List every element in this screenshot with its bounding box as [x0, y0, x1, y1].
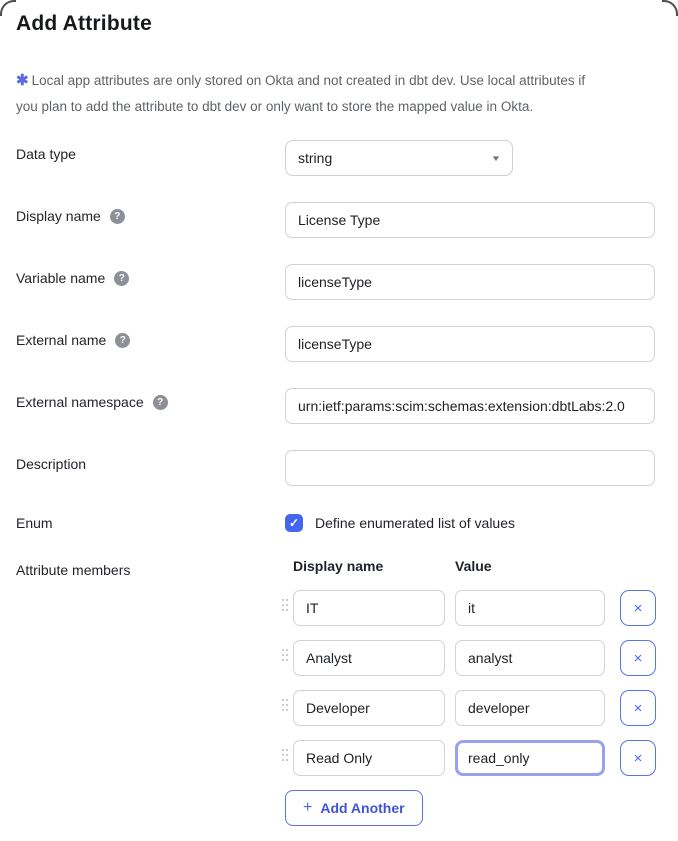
display-name-input[interactable] [285, 202, 655, 238]
plus-icon: + [303, 799, 313, 816]
display-name-label: Display name [16, 208, 101, 224]
member-display-input[interactable] [293, 590, 445, 626]
member-row [16, 640, 662, 676]
drag-handle-icon[interactable] [282, 749, 288, 761]
variable-name-input[interactable] [285, 264, 655, 300]
member-value-input[interactable] [455, 690, 605, 726]
local-attribute-note [16, 68, 656, 120]
member-row [16, 590, 662, 626]
page-title: Add Attribute [16, 12, 152, 35]
modal-corner-decoration [662, 0, 678, 16]
member-display-input[interactable] [293, 640, 445, 676]
attribute-members-label: Attribute members [16, 562, 131, 578]
description-label: Description [16, 456, 87, 472]
description-input[interactable] [285, 450, 655, 486]
chevron-down-icon: ▼ [490, 153, 502, 163]
note-line-2: you plan to add the attribute to dbt dev or only want to store the mapped value in Okta. [16, 99, 534, 114]
member-display-input[interactable] [293, 690, 445, 726]
drag-handle-icon[interactable] [282, 599, 288, 611]
modal-corner-decoration [0, 0, 16, 16]
column-header-display-name: Display name [293, 558, 384, 574]
member-value-input[interactable] [455, 590, 605, 626]
enum-label: Enum [16, 515, 53, 531]
member-value-input-focused[interactable] [455, 740, 605, 776]
remove-member-button[interactable]: × [620, 690, 656, 726]
data-type-label: Data type [16, 146, 76, 162]
note-line-1: Local app attributes are only stored on Okta and not created in dbt dev. Use local attributes if [31, 73, 586, 88]
help-icon[interactable]: ? [114, 271, 129, 286]
add-another-button[interactable] [285, 790, 423, 826]
help-icon[interactable]: ? [153, 395, 168, 410]
member-display-input[interactable] [293, 740, 445, 776]
data-type-selected-value: string [298, 150, 333, 166]
asterisk-icon: ✱ [16, 72, 29, 89]
enum-checkbox[interactable]: ✓ [285, 514, 303, 532]
member-row [16, 740, 662, 776]
help-icon[interactable]: ? [115, 333, 130, 348]
remove-member-button[interactable]: × [620, 590, 656, 626]
column-header-value: Value [455, 558, 492, 574]
data-type-select[interactable] [285, 140, 513, 176]
drag-handle-icon[interactable] [282, 699, 288, 711]
variable-name-label: Variable name [16, 270, 106, 286]
external-namespace-input[interactable] [285, 388, 655, 424]
remove-member-button[interactable]: × [620, 640, 656, 676]
external-namespace-label: External namespace [16, 394, 144, 410]
add-another-label: Add Another [320, 800, 405, 816]
remove-member-button[interactable]: × [620, 740, 656, 776]
drag-handle-icon[interactable] [282, 649, 288, 661]
member-row [16, 690, 662, 726]
help-icon[interactable]: ? [110, 209, 125, 224]
enum-checkbox-label: Define enumerated list of values [315, 515, 515, 531]
external-name-input[interactable] [285, 326, 655, 362]
member-value-input[interactable] [455, 640, 605, 676]
external-name-label: External name [16, 332, 107, 348]
